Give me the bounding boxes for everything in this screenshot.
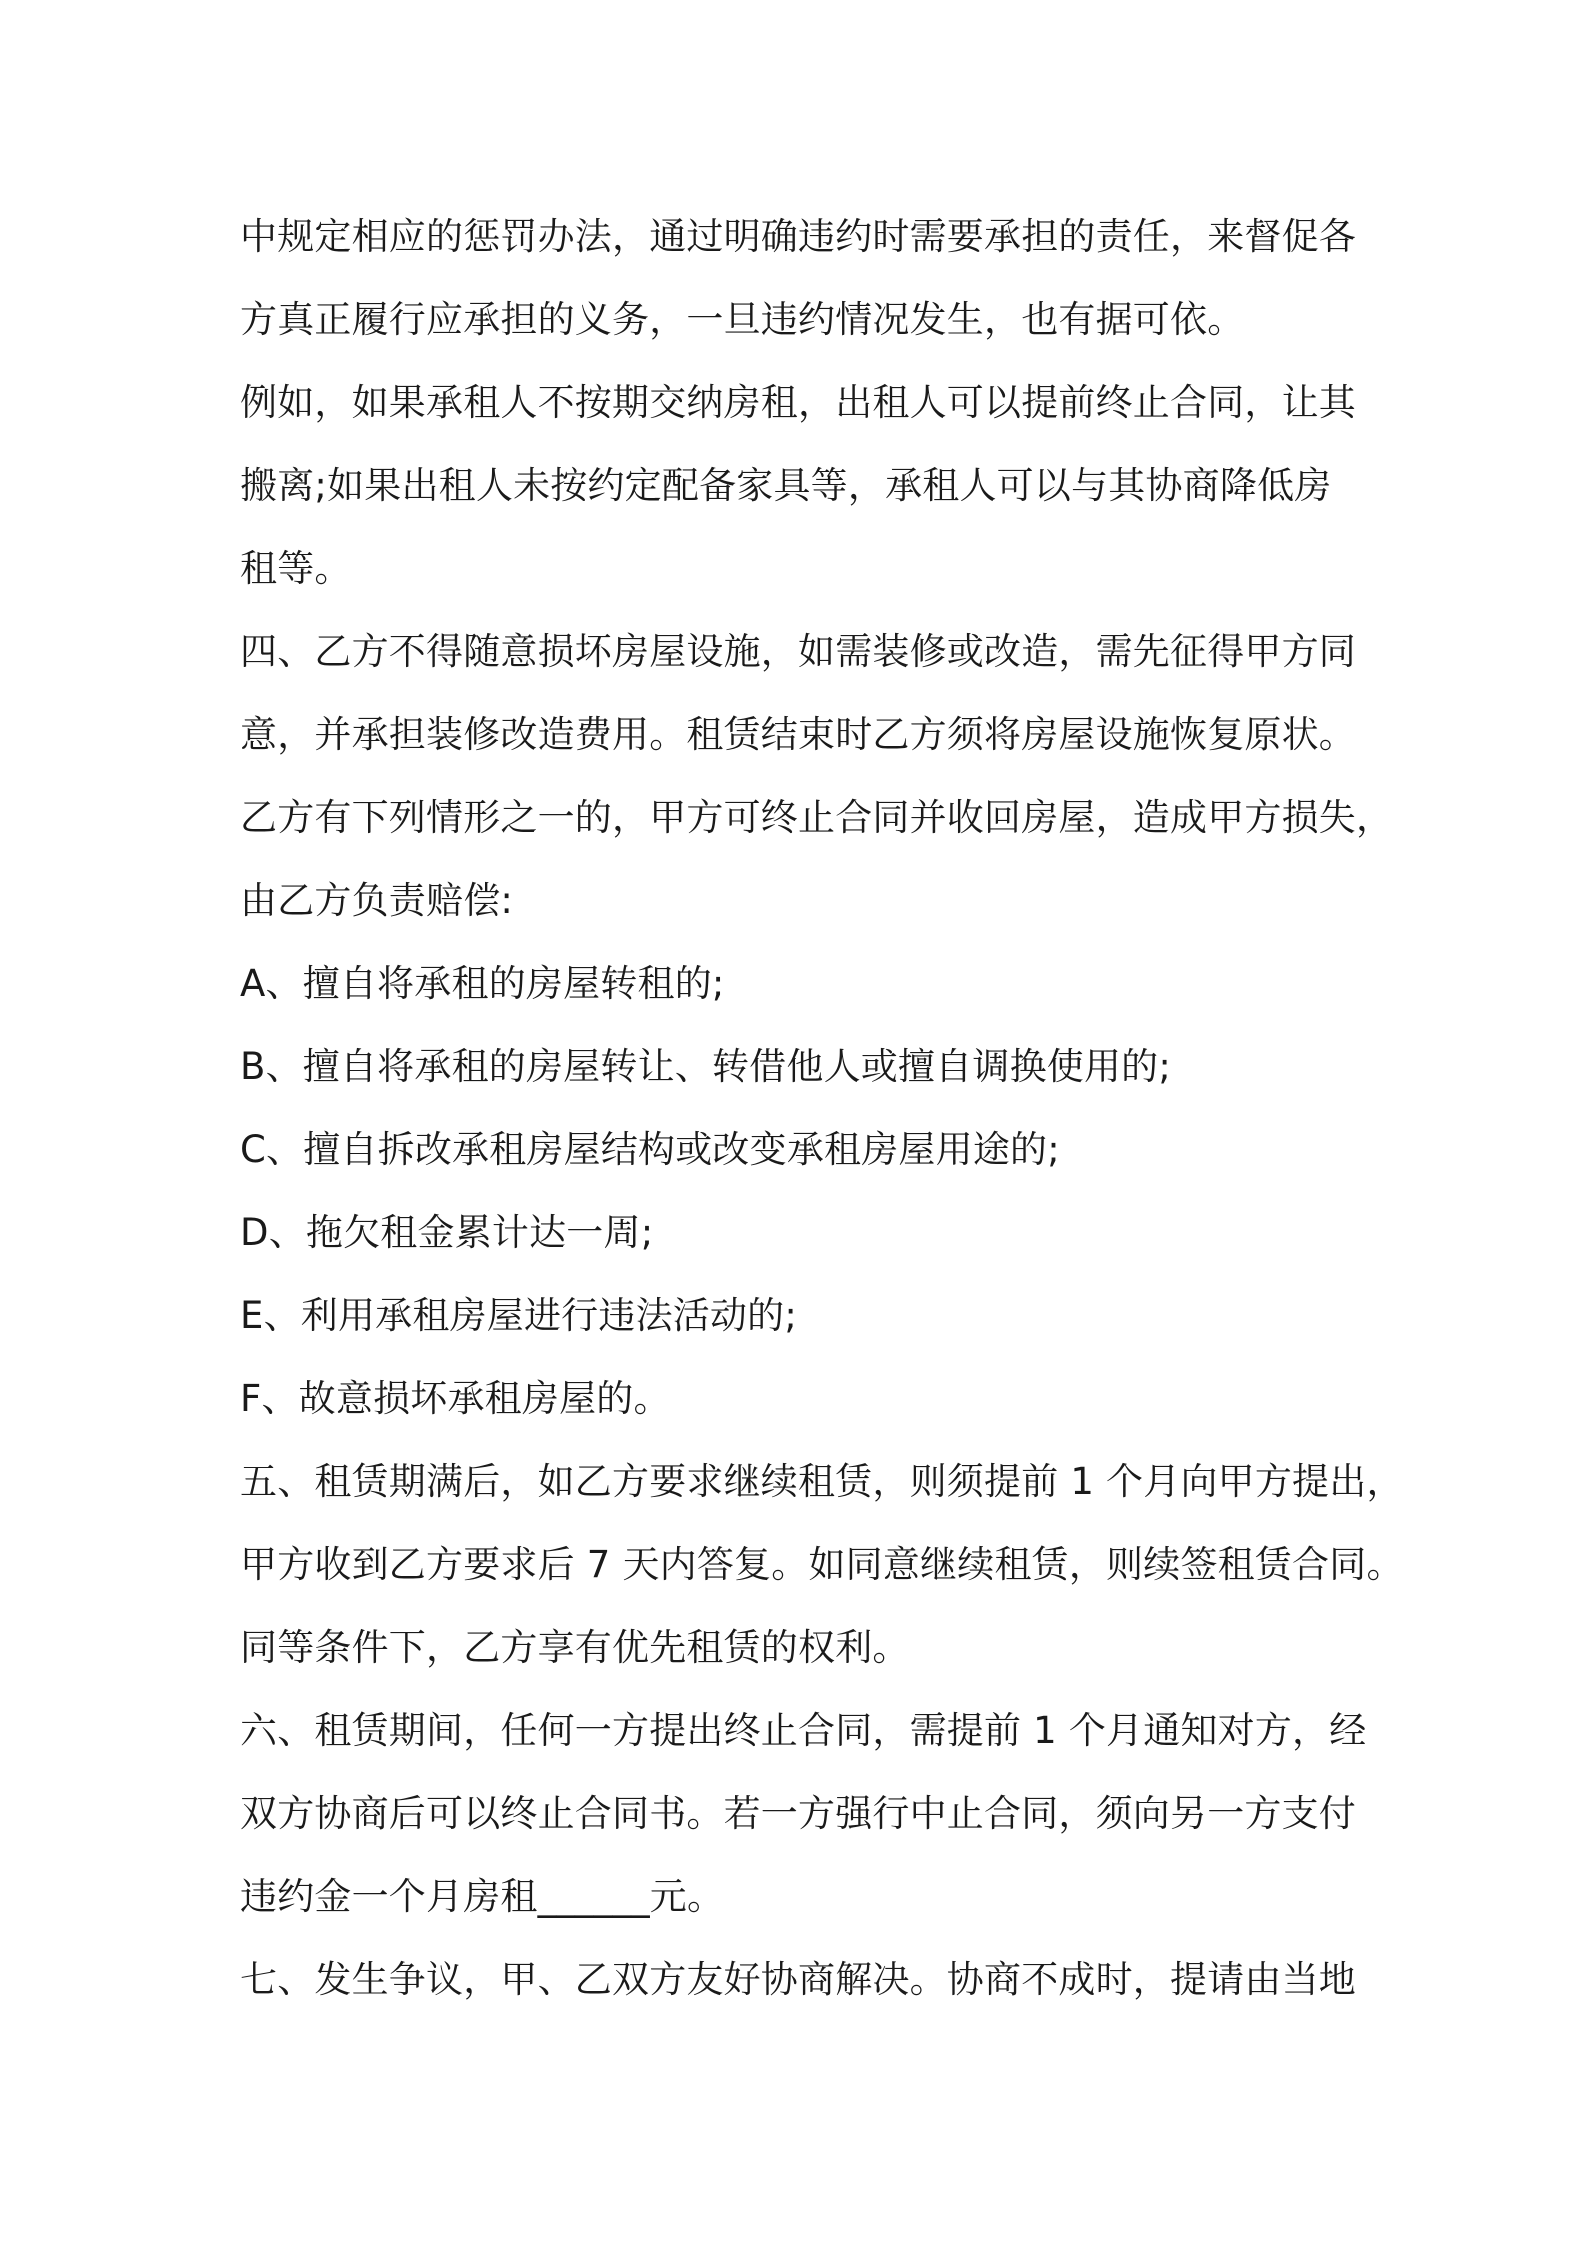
clause-6-line: 六、租赁期间，任何一方提出终止合同，需提前 1 个月通知对方，经 xyxy=(240,1709,1367,1752)
text-line: 例如，如果承租人不按期交纳房租，出租人可以提前终止合同，让其 xyxy=(240,381,1356,424)
list-item-a: A、擅自将承租的房屋转租的; xyxy=(240,962,725,1005)
clause-4-line: 意，并承担装修改造费用。租赁结束时乙方须将房屋设施恢复原状。 xyxy=(240,713,1356,756)
text-line: 搬离;如果出租人未按约定配备家具等，承租人可以与其协商降低房 xyxy=(240,464,1332,507)
clause-6-line: 违约金一个月房租______元。 xyxy=(240,1875,725,1918)
text-line: 租等。 xyxy=(240,547,352,590)
list-item-c: C、擅自拆改承租房屋结构或改变承租房屋用途的; xyxy=(240,1128,1060,1171)
clause-4-line: 乙方有下列情形之一的，甲方可终止合同并收回房屋，造成甲方损失， xyxy=(240,796,1394,839)
clause-5-line: 五、租赁期满后，如乙方要求继续租赁，则须提前 1 个月向甲方提出， xyxy=(240,1460,1404,1503)
clause-4-line: 四、乙方不得随意损坏房屋设施，如需装修或改造，需先征得甲方同 xyxy=(240,630,1356,673)
contract-text-body xyxy=(240,195,1404,2021)
list-item-e: E、利用承租房屋进行违法活动的; xyxy=(240,1294,798,1337)
clause-5-line: 同等条件下，乙方享有优先租赁的权利。 xyxy=(240,1626,910,1669)
list-item-b: B、擅自将承租的房屋转让、转借他人或擅自调换使用的; xyxy=(240,1045,1172,1088)
text-line: 方真正履行应承担的义务，一旦违约情况发生，也有据可依。 xyxy=(240,298,1245,341)
clause-7-line: 七、发生争议，甲、乙双方友好协商解决。协商不成时，提请由当地 xyxy=(240,1958,1356,2001)
clause-5-line: 甲方收到乙方要求后 7 天内答复。如同意继续租赁，则续签租赁合同。 xyxy=(240,1543,1404,1586)
text-line: 中规定相应的惩罚办法，通过明确违约时需要承担的责任，来督促各 xyxy=(240,215,1356,258)
list-item-f: F、故意损坏承租房屋的。 xyxy=(240,1377,671,1420)
clause-4-line: 由乙方负责赔偿: xyxy=(240,879,514,922)
clause-6-line: 双方协商后可以终止合同书。若一方强行中止合同，须向另一方支付 xyxy=(240,1792,1356,1835)
list-item-d: D、拖欠租金累计达一周; xyxy=(240,1211,654,1254)
